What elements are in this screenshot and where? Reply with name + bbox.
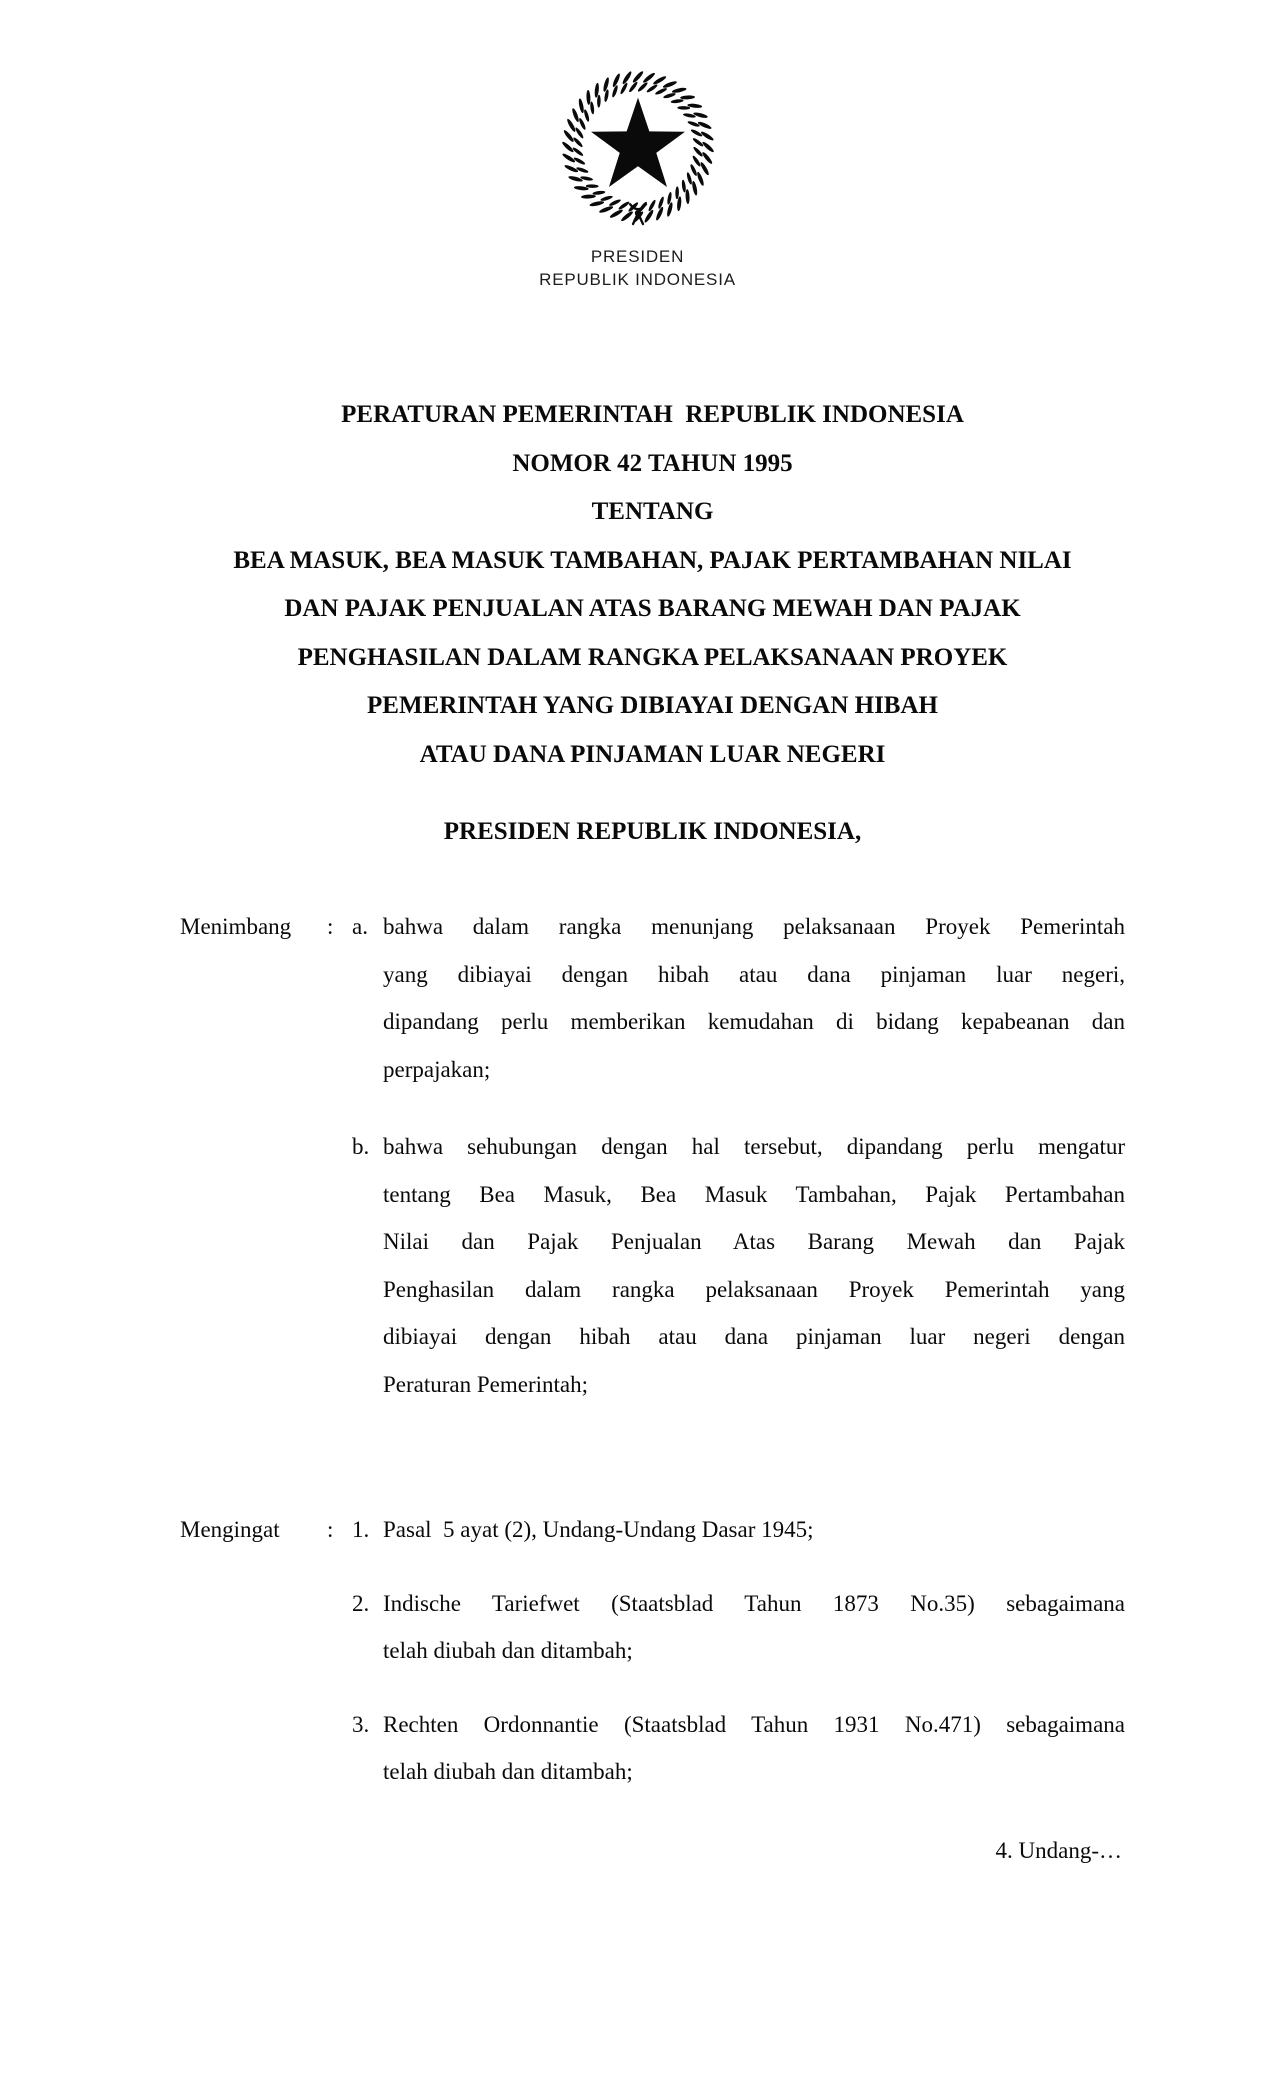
menimbang-colon: : [327,914,334,939]
body-line: bahwa sehubungan dengan hal tersebut, dipandang perlu mengatur [383,1134,1125,1159]
item-marker: b. [352,1134,370,1159]
title-line: TENTANG [591,498,714,525]
catchword: 4. Undang-… [995,1837,1122,1863]
mengingat-item-1 [352,1506,1125,1554]
body-line: yang dibiayai dengan hibah atau dana pinjaman luar negeri, [383,961,1125,987]
body-line: Indische Tariefwet (Staatsblad Tahun 1873 No.35) sebagaimana [383,1590,1125,1616]
item-marker: a. [352,914,368,939]
body-line: telah diubah dan ditambah; [383,1759,633,1784]
org-name-line1: PRESIDEN [590,247,685,266]
menimbang-section [180,903,1125,1408]
body-line: telah diubah dan ditambah; [383,1638,633,1663]
body-line: dipandang perlu memberikan kemudahan di bidang kepabeanan dan [383,1009,1125,1034]
body-line: Nilai dan Pajak Penjualan Atas Barang Mewah dan Pajak [383,1229,1125,1254]
mengingat-label: Mengingat [180,1517,280,1542]
ribbon-knot-icon [634,210,640,216]
body-line: Pasal 5 ayat (2), Undang-Undang Dasar 1945; [383,1517,814,1542]
title-line: PERATURAN PEMERINTAH REPUBLIK INDONESIA [341,401,964,428]
preamble-heading: PRESIDEN REPUBLIK INDONESIA, [443,818,862,845]
title-line: DAN PAJAK PENJUALAN ATAS BARANG MEWAH DAN PAJAK [284,595,1021,622]
mengingat-colon: : [327,1517,334,1542]
body-line: perpajakan; [383,1056,491,1082]
presidential-seal-icon [559,68,717,226]
item-marker: 1. [352,1517,370,1542]
title-line: NOMOR 42 TAHUN 1995 [512,449,793,477]
item-marker: 2. [352,1590,370,1616]
regulation-title [180,391,1125,779]
body-line: Penghasilan dalam rangka pelaksanaan Proyek Pemerintah yang [383,1276,1125,1302]
title-line: BEA MASUK, BEA MASUK TAMBAHAN, PAJAK PERTAMBAHAN NILAI [233,546,1072,574]
menimbang-item-b [352,1123,1125,1408]
body-line: tentang Bea Masuk, Bea Masuk Tambahan, Pajak Pertambahan [383,1181,1125,1207]
title-line: PEMERINTAH YANG DIBIAYAI DENGAN HIBAH [367,692,938,719]
star-icon [590,98,684,187]
body-line: Rechten Ordonnantie (Staatsblad Tahun 1931 No.471) sebagaimana [383,1711,1125,1737]
title-line: ATAU DANA PINJAMAN LUAR NEGERI [419,740,886,768]
title-line: PENGHASILAN DALAM RANGKA PELAKSANAAN PROYEK [297,643,1008,671]
body-line: bahwa dalam rangka menunjang pelaksanaan Proyek Pemerintah [383,914,1125,939]
menimbang-item-a [352,903,1125,1093]
body-line: Peraturan Pemerintah; [383,1371,589,1397]
body-line: dibiayai dengan hibah atau dana pinjaman luar negeri dengan [383,1324,1125,1349]
mengingat-item-3 [352,1701,1125,1796]
org-name-line2: REPUBLIK INDONESIA [539,270,736,289]
letterhead [0,0,1275,291]
item-marker: 3. [352,1711,370,1737]
menimbang-label: Menimbang [180,914,292,939]
mengingat-item-2 [352,1580,1125,1675]
mengingat-section [180,1506,1125,1796]
